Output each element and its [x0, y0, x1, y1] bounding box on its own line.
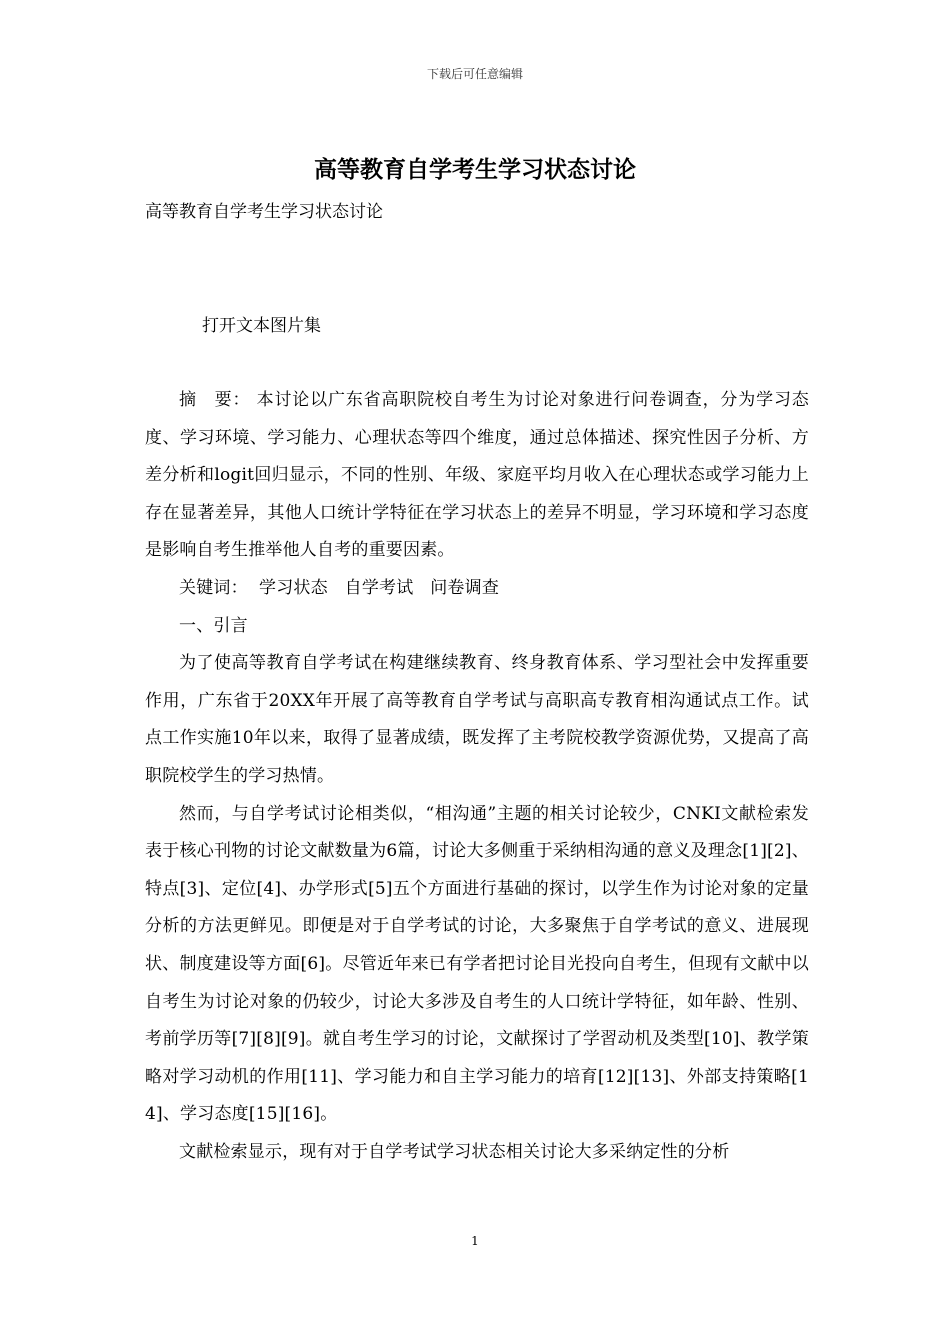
body-paragraph-1: 为了使高等教育自学考试在构建继续教育、终身教育体系、学习型社会中发挥重要作用，广东省于20XX年开展了高等教育自学考试与高职高专教育相沟通试点工作。试点工作实施10年以来，取得了显著成绩，既发挥了主考院校教学资源优势，又提高了高职院校学生的学习热情。	[145, 653, 809, 786]
body-paragraph-2: 然而，与自学考试讨论相类似，“相沟通”主题的相关讨论较少，CNKI文献检索发表于核心刊物的讨论文献数量为6篇，讨论大多侧重于采纳相沟通的意义及理念[1][2]、特点[3]、定位[4]、办学形式[5]五个方面进行基础的探讨，以学生作为讨论对象的定量分析的方法更鲜见。即便是对于自学考试的讨论，大多聚焦于自学考试的意义、进展现状、制度建设等方面[6]。尽管近年来已有学者把讨论目光投向自考生，但现有文献中以自考生为讨论对象的仍较少，讨论大多涉及自考生的人口统计学特征，如年龄、性别、考前学历等[7][8][9]。就自考生学习的讨论，文献探讨了学習动机及类型[10]、教学策略对学习动机的作用[11]、学习能力和自主学习能力的培育[12][13]、外部支持策略[14]、学习态度[15][16]。	[145, 803, 809, 1125]
page-number: 1	[471, 1234, 479, 1248]
header-note: 下载后可任意编辑	[426, 67, 523, 81]
keywords-line: 关键词： 学习状态 自学考试 问卷调查	[179, 577, 500, 598]
abstract-paragraph: 摘 要： 本讨论以广东省高职院校自考生为讨论对象进行问卷调查，分为学习态度、学习环境、学习能力、心理状态等四个维度，通过总体描述、探究性因子分析、方差分析和logit回归显示，不同的性别、年级、家庭平均月收入在心理状态或学习能力上存在显著差异，其他人口统计学特征在学习状态上的差异不明显，学习环境和学习态度是影响自考生推举他人自考的重要因素。	[145, 390, 809, 561]
document-subtitle: 高等教育自学考生学习状态讨论	[145, 202, 383, 222]
section-heading-introduction: 一、引言	[179, 615, 248, 636]
body-paragraph-3: 文献检索显示，现有对于自学考试学习状态相关讨论大多采纳定性的分析	[179, 1141, 730, 1162]
document-title: 高等教育自学考生学习状态讨论	[314, 156, 636, 183]
document-body	[145, 382, 809, 1171]
open-image-gallery-link[interactable]: 打开文本图片集	[202, 316, 321, 336]
